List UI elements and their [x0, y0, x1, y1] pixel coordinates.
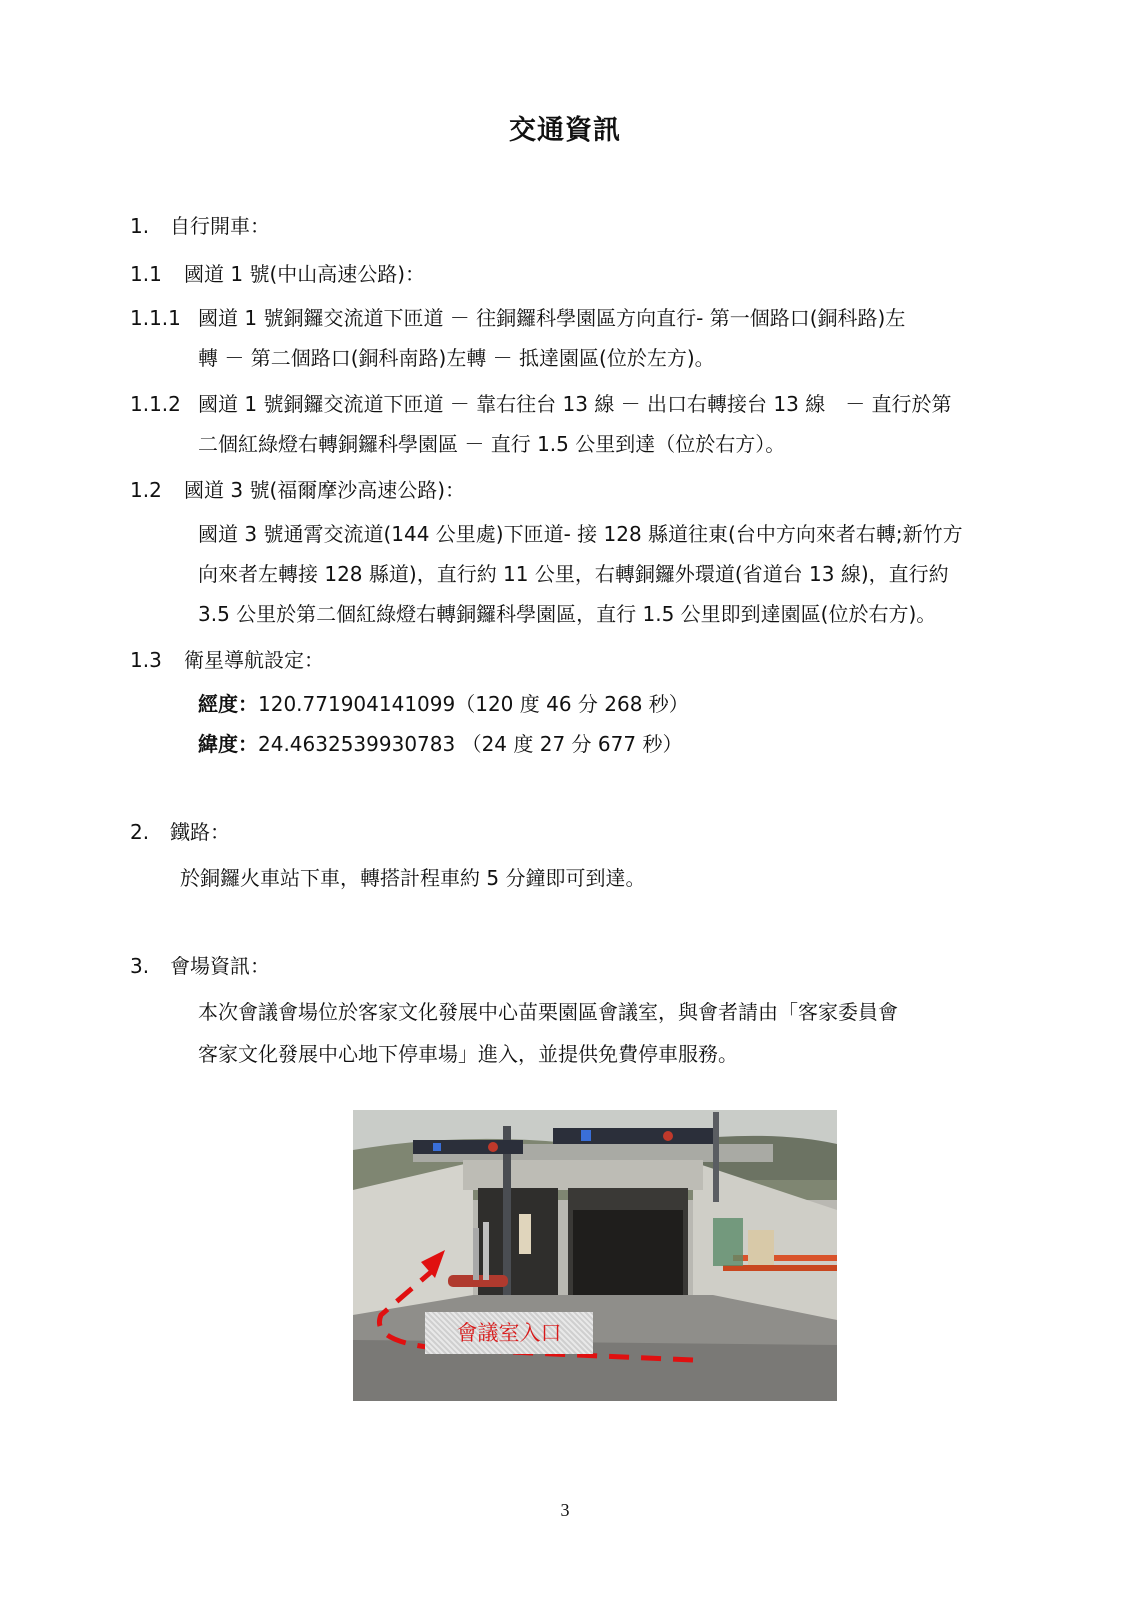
page-number: 3	[560, 1500, 570, 1520]
section-1-2-number: 1.2	[130, 478, 162, 502]
section-1-1-2-line-1: 國道 1 號銅鑼交流道下匝道 － 靠右往台 13 線 － 出口右轉接台 13 線 － 直行於第	[198, 392, 952, 416]
longitude-value: 120.771904141099（120 度 46 分 268 秒）	[258, 692, 689, 716]
page-title: 交通資訊	[509, 115, 621, 146]
section-3-heading: 會場資訊：	[170, 954, 270, 978]
section-1-3-heading: 衛星導航設定：	[184, 648, 324, 672]
latitude-value: 24.4632539930783 （24 度 27 分 677 秒）	[258, 732, 683, 756]
parking-entrance-photo	[353, 1110, 837, 1401]
meeting-room-entrance-label: 會議室入口	[425, 1312, 593, 1354]
section-1-heading: 自行開車：	[170, 214, 270, 238]
section-1-2-line-2: 向來者左轉接 128 縣道)，直行約 11 公里，右轉銅鑼外環道(省道台 13 線)，直行約	[198, 562, 949, 586]
section-1-1-number: 1.1	[130, 262, 162, 286]
section-1-2-line-3: 3.5 公里於第二個紅綠燈右轉銅鑼科學園區，直行 1.5 公里即到達園區(位於右方)。	[198, 602, 937, 626]
section-1-2-heading: 國道 3 號(福爾摩沙高速公路)：	[184, 478, 466, 502]
section-1-1-heading: 國道 1 號(中山高速公路)：	[184, 262, 426, 286]
section-1-1-2-number: 1.1.2	[130, 392, 181, 416]
section-2-heading: 鐵路：	[170, 820, 230, 844]
section-1-1-1-line-2: 轉 － 第二個路口(銅科南路)左轉 － 抵達園區(位於左方)。	[198, 346, 715, 370]
section-3-line-2: 客家文化發展中心地下停車場」進入，並提供免費停車服務。	[198, 1042, 738, 1066]
section-2-text: 於銅鑼火車站下車，轉搭計程車約 5 分鐘即可到達。	[180, 866, 646, 890]
section-1-1-2-line-2: 二個紅綠燈右轉銅鑼科學園區 － 直行 1.5 公里到達（位於右方）。	[198, 432, 786, 456]
section-2-number: 2.	[130, 820, 150, 844]
longitude-label: 經度：	[198, 692, 258, 716]
longitude-row	[198, 690, 689, 718]
section-1-3-number: 1.3	[130, 648, 162, 672]
section-1-number: 1.	[130, 214, 150, 238]
latitude-row	[198, 730, 682, 758]
section-3-line-1: 本次會議會場位於客家文化發展中心苗栗園區會議室，與會者請由「客家委員會	[198, 1000, 898, 1024]
photo-illustration	[353, 1110, 837, 1401]
latitude-label: 緯度：	[198, 732, 258, 756]
section-3-number: 3.	[130, 954, 150, 978]
section-1-2-line-1: 國道 3 號通霄交流道(144 公里處)下匝道- 接 128 縣道往東(台中方向來者右轉;新竹方	[198, 522, 963, 546]
section-1-1-1-line-1: 國道 1 號銅鑼交流道下匝道 － 往銅鑼科學園區方向直行- 第一個路口(銅科路)左	[198, 306, 906, 330]
section-1-1-1-number: 1.1.1	[130, 306, 181, 330]
